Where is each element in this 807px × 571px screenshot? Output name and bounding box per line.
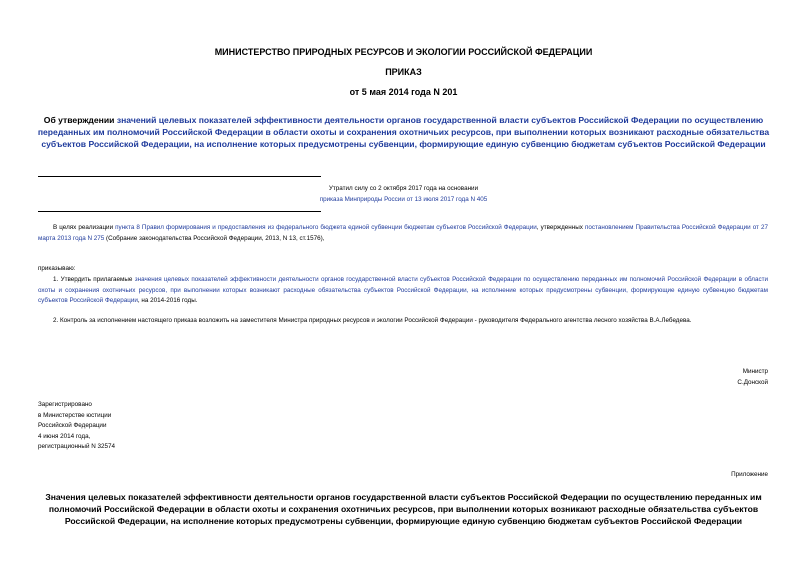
- divider-top: [38, 176, 321, 177]
- order-type: ПРИКАЗ: [385, 67, 422, 77]
- order-title-link[interactable]: значений целевых показателей эффективности деятельности органов государственной власти субъектов Российской Федерации по осуществлению переданных им полномочий Российской Федерации в области охоты и сохранения охотничьих ресурсов, при выполнении которых возникают расходные обязательства субъектов Российской Федерации, на исполнение которых предусмотрены субвенции, формирующие единую субвенцию бюджетам субъектов Российской Федерации: [37, 115, 770, 149]
- expired-note: Утратил силу со 2 октября 2017 года на основании: [328, 185, 479, 192]
- preamble-text-3: (Собрание законодательства Российской Федерации, 2013, N 13, ст.1576),: [104, 234, 325, 242]
- preamble-text-1: В целях реализации: [53, 224, 116, 231]
- item-1-paragraph: [38, 275, 768, 307]
- signatory-title: Министр: [742, 368, 768, 375]
- expired-note-link-line: [240, 196, 567, 203]
- preamble-paragraph: [38, 223, 768, 244]
- ministry-name: МИНИСТЕРСТВО ПРИРОДНЫХ РЕСУРСОВ И ЭКОЛОГИИ РОССИЙСКОЙ ФЕДЕРАЦИИ: [214, 47, 593, 57]
- registration-line: в Министерстве юстиции: [38, 411, 112, 419]
- registration-line: регистрационный N 32574: [38, 443, 116, 450]
- preamble-text-2: , утвержденных: [536, 224, 585, 231]
- order-title-prefix: Об утверждении: [43, 115, 117, 125]
- registration-line: Российской Федерации: [38, 422, 107, 429]
- divider-bottom: [38, 211, 321, 212]
- rules-point-8-link[interactable]: пункта 8 Правил формирования и предоставления из федерального бюджета единой субвенции бюджетам субъектов Российской Федерации: [115, 224, 537, 231]
- appendix-label: Приложение: [731, 471, 768, 478]
- registration-line: Зарегистрировано: [38, 401, 92, 408]
- order-title: [30, 114, 777, 150]
- signatory-name: С.Донской: [737, 379, 768, 386]
- decree-word: приказываю:: [38, 265, 76, 272]
- item-1-text-2: , на 2014-2016 годы.: [137, 297, 198, 304]
- indicator-values-link[interactable]: значения целевых показателей эффективности деятельности органов государственной власти субъектов Российской Федерации по осуществлению переданных им полномочий Российской Федерации в области охоты и сохранения охотничьих ресурсов, при выполнении которых возникают расходные обязательства субъектов Российской Федерации, на исполнение которых предусмотрены субвенции, формирующие единую субвенцию бюджетам субъектов Российской Федерации: [38, 276, 768, 304]
- appendix-title: Значения целевых показателей эффективности деятельности органов государственной власти субъектов Российской Федерации по осуществлению переданных им полномочий Российской Федерации в области охоты и сохранения охотничьих ресурсов, при выполнении которых возникают расходные обязательства субъектов Российской Федерации, на исполнение которых предусмотрены субвенции, формирующие единую субвенцию бюджетам субъектов Российской Федерации: [45, 492, 762, 526]
- registration-line: 4 июня 2014 года,: [38, 432, 91, 440]
- government-decree-link[interactable]: постановлением Правительства Российской Федерации от 27 марта 2013 года N 275: [38, 224, 768, 242]
- registration-block: [38, 400, 115, 453]
- order-date: от 5 мая 2014 года N 201: [349, 87, 458, 97]
- item-1-text-1: 1. Утвердить прилагаемые: [53, 276, 135, 283]
- expired-order-link[interactable]: приказа Минприроды России от 13 июля 2017 года N 405: [319, 196, 488, 203]
- item-2-paragraph: 2. Контроль за исполнением настоящего приказа возложить на заместителя Министра природных ресурсов и экологии Российской Федерации - руководителя Федерального агентства лесного хозяйства В.А.Лебедева.: [53, 317, 692, 324]
